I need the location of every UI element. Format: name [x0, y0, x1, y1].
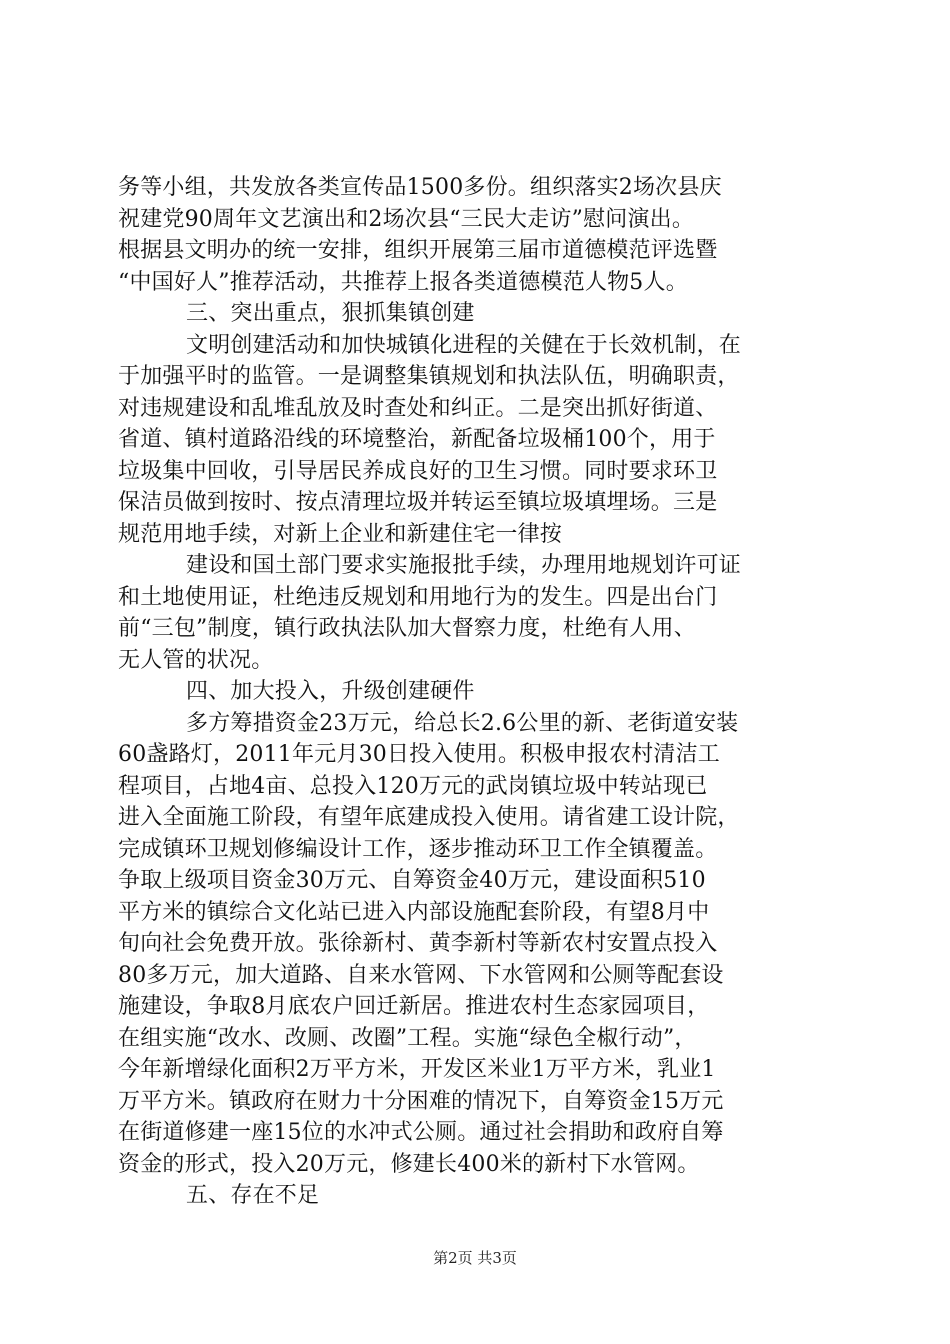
text-line: 施建设，争取8月底农户回迁新居。推进农村生态家园项目， [118, 994, 710, 1019]
text-line: 在街道修建一座15位的水冲式公厕。通过社会捐助和政府自筹 [118, 1120, 724, 1145]
text-line: 根据县文明办的统一安排，组织开展第三届市道德模范评选暨 [118, 238, 718, 263]
text-line: 务等小组，共发放各类宣传品1500多份。组织落实2场次县庆 [118, 175, 722, 200]
text-line: 争取上级项目资金30万元、自筹资金40万元，建设面积510 [118, 868, 706, 893]
text-line: 平方米的镇综合文化站已进入内部设施配套阶段，有望8月中 [118, 899, 710, 925]
text-line: 80多万元，加大道路、自来水管网、下水管网和公厕等配套设 [118, 962, 724, 988]
text-line: 五、存在不足 [186, 1183, 320, 1208]
text-line: 和土地使用证，杜绝违反规划和用地行为的发生。四是出台门 [118, 584, 718, 610]
text-line: 对违规建设和乱堆乱放及时查处和纠正。二是突出抓好街道、 [118, 395, 718, 421]
text-line: 四、加大投入，升级创建硬件 [186, 679, 475, 704]
text-line: 60盏路灯，2011年元月30日投入使用。积极申报农村清洁工 [118, 742, 720, 767]
document-body [118, 172, 836, 1212]
text-line: 资金的形式，投入20万元，修建长400米的新村下水管网。 [118, 1151, 700, 1177]
text-line: 规范用地手续，对新上企业和新建住宅一律按 [118, 521, 563, 547]
text-line: 垃圾集中回收，引导居民养成良好的卫生习惯。同时要求环卫 [118, 458, 718, 484]
text-line: 无人管的状况。 [118, 647, 274, 673]
text-line: 前“三包”制度，镇行政执法队加大督察力度，杜绝有人用、 [118, 616, 696, 641]
text-line: 三、突出重点，狠抓集镇创建 [186, 301, 475, 326]
page-footer: 第2页 共3页 [433, 1249, 517, 1267]
text-line: 省道、镇村道路沿线的环境整治，新配备垃圾桶100个，用于 [118, 427, 716, 452]
text-line: 建设和国土部门要求实施报批手续，办理用地规划许可证 [186, 553, 742, 578]
text-line: 万平方米。镇政府在财力十分困难的情况下，自筹资金15万元 [118, 1088, 724, 1114]
text-line: 多方筹措资金23万元，给总长2.6公里的新、老街道安装 [186, 710, 739, 736]
text-line: 祝建党90周年文艺演出和2场次县“三民大走访”慰问演出。 [118, 206, 695, 232]
text-line: 保洁员做到按时、按点清理垃圾并转运至镇垃圾填埋场。三是 [118, 490, 718, 515]
text-line: 完成镇环卫规划修编设计工作，逐步推动环卫工作全镇覆盖。 [118, 836, 718, 862]
text-line: 于加强平时的监管。一是调整集镇规划和执法队伍，明确职责， [118, 364, 740, 389]
text-line: “中国好人”推荐活动，共推荐上报各类道德模范人物5人。 [118, 269, 688, 295]
text-line: 旬向社会免费开放。张徐新村、黄李新村等新农村安置点投入 [118, 931, 718, 956]
text-line: 程项目，占地4亩、总投入120万元的武岗镇垃圾中转站现已 [118, 773, 708, 799]
text-line: 文明创建活动和加快城镇化进程的关健在于长效机制，在 [186, 332, 742, 358]
text-line: 进入全面施工阶段，有望年底建成投入使用。请省建工设计院， [118, 805, 740, 830]
text-line: 在组实施“改水、改厕、改圈”工程。实施“绿色全椒行动”， [118, 1025, 697, 1051]
text-line: 今年新增绿化面积2万平方米，开发区米业1万平方米，乳业1 [118, 1057, 716, 1082]
